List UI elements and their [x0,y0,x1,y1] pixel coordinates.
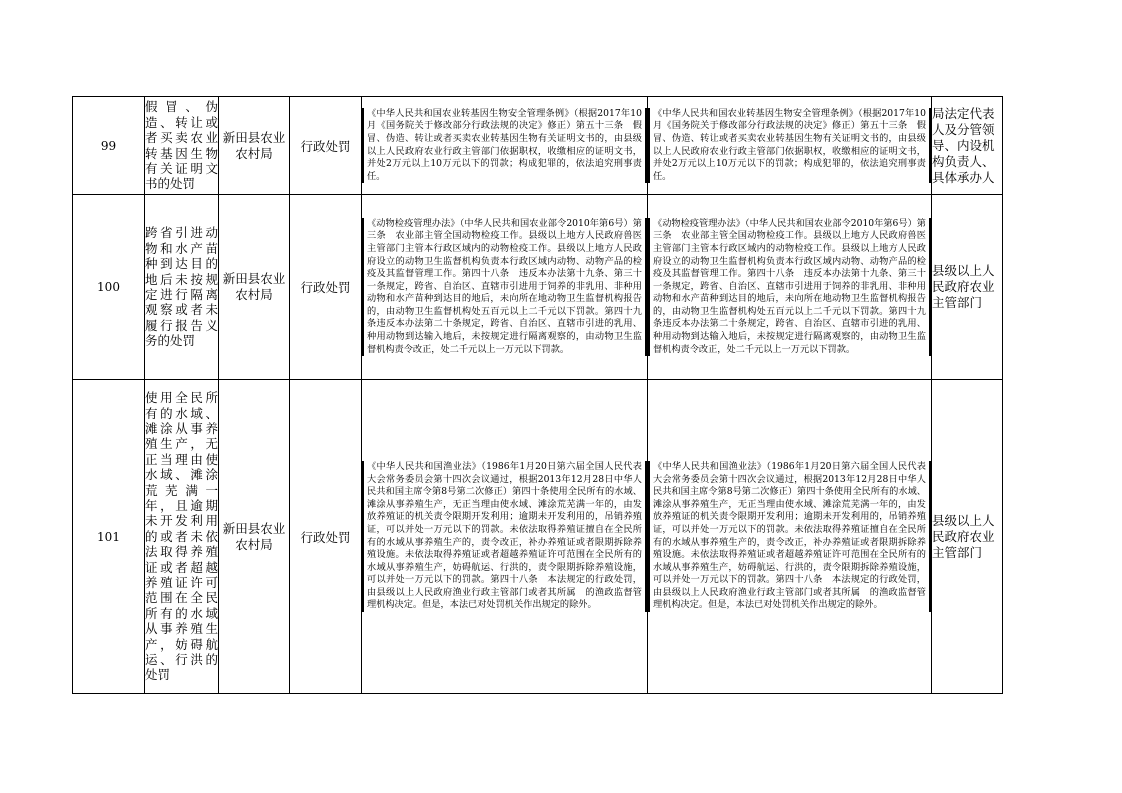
row-number: 100 [73,195,145,380]
item-type: 行政处罚 [290,380,362,694]
table-row [73,195,1003,380]
legal-basis-text: 《中华人民共和国农业转基因生物安全管理条例》（根据2017年10月《国务院关于修改部分行政法规的决定》修正）第五十三条 假冒、伪造、转让或者买卖农业转基因生物有关证明文书的，由县级以上人民政府农业行政主管部门依据职权，收缴相应的证明文书，并处2万元以上10万元以下的罚款；构成犯罪的，依法追究刑事责任。 [362,108,647,184]
row-number: 101 [73,380,145,694]
item-name: 假冒、伪造、转让或者买卖农业转基因生物有关证明文书的处罚 [145,97,219,195]
responsible-party: 县级以上人民政府农业主管部门 [932,195,1003,380]
legal-basis-duplicate [648,97,932,195]
legal-basis-text: 《中华人民共和国渔业法》（1986年1月20日第六届全国人民代表大会常务委员会第十四次会议通过，根据2013年12月28日中华人民共和国主席令第8号第二次修正）第四十条使用全民所有的水域、滩涂从事养殖生产，无正当理由使水域、滩涂荒芜满一年的，由发放养殖证的机关责令限期开发利用；逾期未开发利用的，吊销养殖证，可以并处一万元以下的罚款。未依法取得养殖证擅自在全民所有的水域从事养殖生产的，责令改正，补办养殖证或者限期拆除养殖设施。未依法取得养殖证或者超越养殖证许可范围在全民所有的水域从事养殖生产，妨碍航运、行洪的，责令限期拆除养殖设施，可以并处一万元以下的罚款。第四十八条 本法规定的行政处罚，由县级以上人民政府渔业行政主管部门或者其所属 的渔政监督管理机构决定。但是，本法已对处罚机关作出规定的除外。 [362,461,647,612]
legal-basis [362,97,648,195]
legal-basis [362,380,648,694]
item-type: 行政处罚 [290,195,362,380]
department: 新田县农业农村局 [219,195,290,380]
legal-basis-duplicate-text: 《中华人民共和国农业转基因生物安全管理条例》（根据2017年10月《国务院关于修改部分行政法规的决定》修正）第五十三条 假冒、伪造、转让或者买卖农业转基因生物有关证明文书的，由县级以上人民政府农业行政主管部门依据职权，收缴相应的证明文书，并处2万元以上10万元以下的罚款；构成犯罪的，依法追究刑事责任。 [648,108,931,184]
item-type: 行政处罚 [290,97,362,195]
item-name: 跨省引进动物和水产苗种到达目的地后未按规定进行隔离观察或者未履行报告义务的处罚 [145,195,219,380]
table-row [73,380,1003,694]
legal-basis-duplicate [648,195,932,380]
legal-basis-duplicate-text: 《动物检疫管理办法》（中华人民共和国农业部令2010年第6号）第三条 农业部主管全国动物检疫工作。县级以上地方人民政府兽医主管部门主管本行政区域内的动物检疫工作。县级以上地方人民政府设立的动物卫生监督机构负责本行政区域内动物、动物产品的检疫及其监督管理工作。第四十八条 违反本办法第十九条、第三十一条规定，跨省、自治区、直辖市引进用于饲养的非乳用、非种用动物和水产苗种到达目的地后，未向所在地动物卫生监督机构报告的，由动物卫生监督机构处五百元以上二千元以下罚款。第四十九条违反本办法第二十条规定，跨省、自治区、直辖市引进的乳用、种用动物到达输入地后，未按规定进行隔离观察的，由动物卫生监督机构责令改正，处二千元以上一万元以下罚款。 [648,218,931,357]
item-name: 使用全民所有的水域、滩涂从事养殖生产，无正当理由使水域、滩涂荒芜满一年，且逾期未开发利用的或者未依法取得养殖证或者超越养殖证许可范围在全民所有的水域从事养殖生产，妨碍航运、行洪的处罚 [145,380,219,694]
department: 新田县农业农村局 [219,97,290,195]
responsible-party: 局法定代表人及分管领导、内设机构负责人、具体承办人 [932,97,1003,195]
legal-basis [362,195,648,380]
responsible-party: 县级以上人民政府农业主管部门 [932,380,1003,694]
department: 新田县农业农村局 [219,380,290,694]
legal-basis-duplicate [648,380,932,694]
legal-basis-duplicate-text: 《中华人民共和国渔业法》（1986年1月20日第六届全国人民代表大会常务委员会第十四次会议通过，根据2013年12月28日中华人民共和国主席令第8号第二次修正）第四十条使用全民所有的水域、滩涂从事养殖生产，无正当理由使水域、滩涂荒芜满一年的，由发放养殖证的机关责令限期开发利用；逾期未开发利用的，吊销养殖证，可以并处一万元以下的罚款。未依法取得养殖证擅自在全民所有的水域从事养殖生产的，责令改正，补办养殖证或者限期拆除养殖设施。未依法取得养殖证或者超越养殖证许可范围在全民所有的水域从事养殖生产，妨碍航运、行洪的，责令限期拆除养殖设施，可以并处一万元以下的罚款。第四十八条 本法规定的行政处罚，由县级以上人民政府渔业行政主管部门或者其所属 的渔政监督管理机构决定。但是，本法已对处罚机关作出规定的除外。 [648,461,931,612]
table-row [73,97,1003,195]
legal-basis-text: 《动物检疫管理办法》（中华人民共和国农业部令2010年第6号）第三条 农业部主管全国动物检疫工作。县级以上地方人民政府兽医主管部门主管本行政区域内的动物检疫工作。县级以上地方人民政府设立的动物卫生监督机构负责本行政区域内动物、动物产品的检疫及其监督管理工作。第四十八条 违反本办法第十九条、第三十一条规定，跨省、自治区、直辖市引进用于饲养的非乳用、非种用动物和水产苗种到达目的地后，未向所在地动物卫生监督机构报告的，由动物卫生监督机构处五百元以上二千元以下罚款。第四十九条违反本办法第二十条规定，跨省、自治区、直辖市引进的乳用、种用动物到达输入地后，未按规定进行隔离观察的，由动物卫生监督机构责令改正，处二千元以上一万元以下罚款。 [362,218,647,357]
row-number: 99 [73,97,145,195]
penalty-table [72,96,1003,694]
